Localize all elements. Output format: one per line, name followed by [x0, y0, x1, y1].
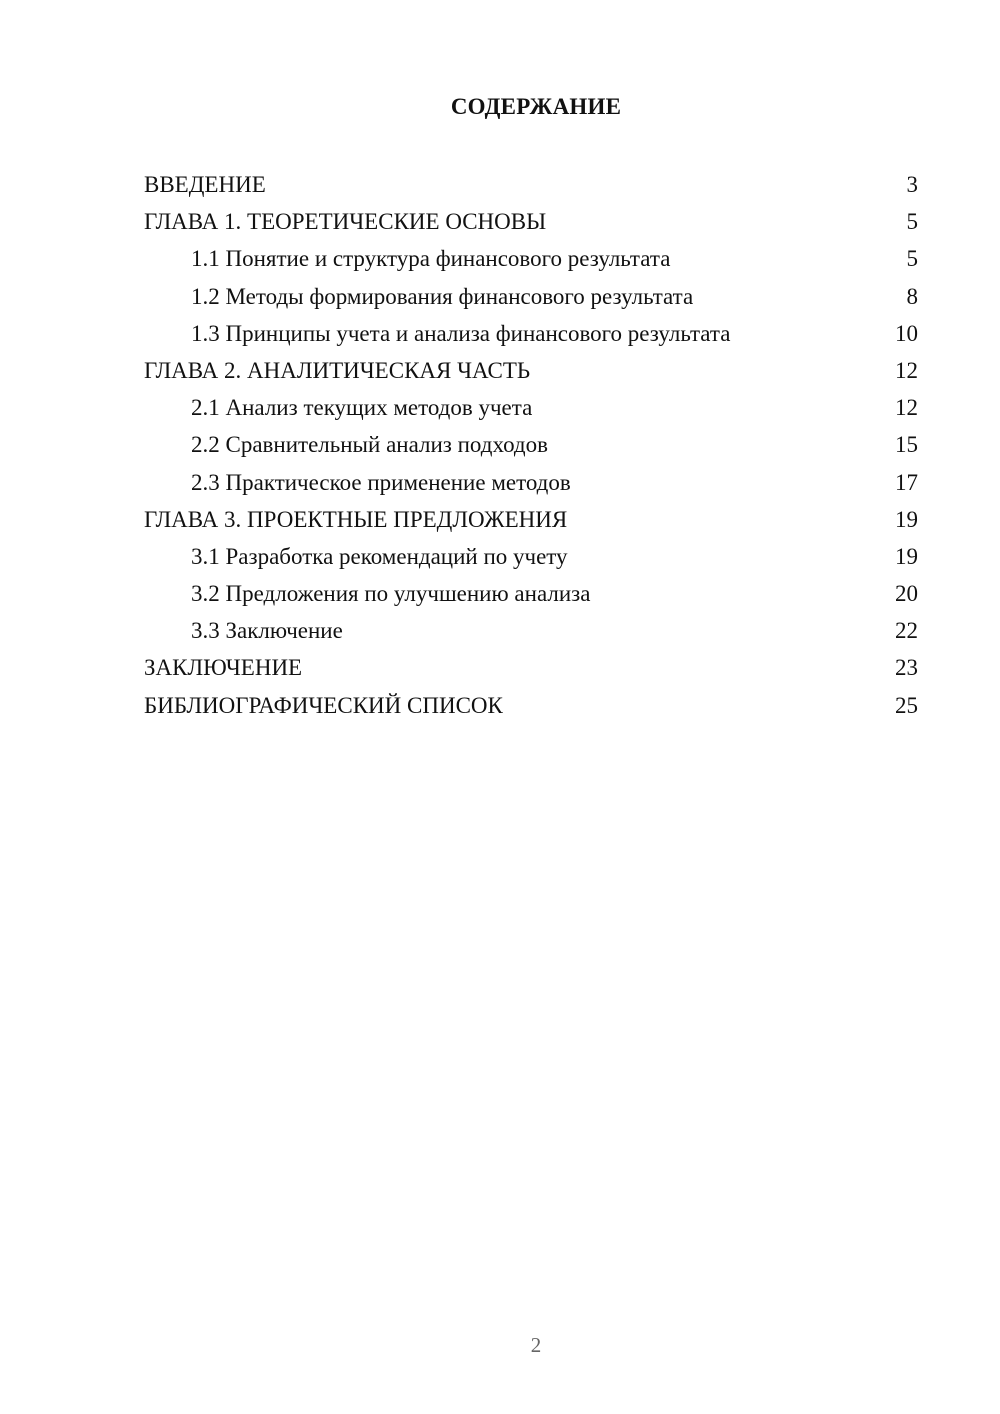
toc-entry-label: 2.1 Анализ текущих методов учета [191, 395, 533, 421]
toc-entry-label: ГЛАВА 2. АНАЛИТИЧЕСКАЯ ЧАСТЬ [144, 357, 531, 383]
toc-entry-label: 2.2 Сравнительный анализ подходов [191, 432, 548, 458]
toc-entry-label: 1.2 Методы формирования финансового результата [191, 283, 694, 309]
toc-entry-label: ЗАКЛЮЧЕНИЕ [144, 655, 303, 681]
toc-entry-page: 8 [906, 283, 918, 309]
toc-entry-page: 19 [895, 543, 918, 569]
toc-entry-chapter-1[interactable] [144, 203, 918, 240]
toc-entry-page: 3 [906, 172, 918, 197]
toc-entry-section-2-1[interactable] [144, 389, 918, 426]
toc-entry-page: 5 [906, 209, 918, 235]
toc-entry-label: ГЛАВА 1. ТЕОРЕТИЧЕСКИЕ ОСНОВЫ [144, 209, 547, 235]
toc-entry-page: 23 [895, 655, 918, 681]
toc-entry-page: 5 [906, 246, 918, 272]
toc-entry-page: 25 [895, 692, 918, 718]
toc-entry-bibliography[interactable] [144, 687, 918, 724]
toc-entry-label: 1.3 Принципы учета и анализа финансового результата [191, 320, 731, 346]
toc-entry-page: 22 [895, 618, 918, 644]
toc-entry-label: 1.1 Понятие и структура финансового результата [191, 246, 671, 272]
toc-entry-section-1-1[interactable] [144, 240, 918, 277]
toc-entry-section-3-2[interactable] [144, 575, 918, 612]
toc-entry-chapter-2[interactable] [144, 352, 918, 389]
toc-entry-page: 19 [895, 506, 918, 532]
page-title: СОДЕРЖАНИЕ [450, 94, 622, 119]
toc-entry-label: 3.3 Заключение [191, 618, 343, 644]
toc-entry-page: 10 [895, 320, 918, 346]
toc-entry-page: 12 [895, 357, 918, 383]
toc-entry-section-3-1[interactable] [144, 538, 918, 575]
toc-entry-introduction[interactable] [144, 166, 918, 203]
toc-entry-label: БИБЛИОГРАФИЧЕСКИЙ СПИСОК [144, 692, 503, 718]
toc-entry-section-1-2[interactable] [144, 278, 918, 315]
toc-entry-section-3-3[interactable] [144, 612, 918, 649]
toc-entry-page: 20 [895, 581, 918, 607]
toc-entry-label: 3.2 Предложения по улучшению анализа [191, 581, 591, 607]
toc-entry-section-1-3[interactable] [144, 315, 918, 352]
toc-entry-section-2-2[interactable] [144, 426, 918, 463]
toc-entry-page: 12 [895, 395, 918, 421]
toc-entry-label: ГЛАВА 3. ПРОЕКТНЫЕ ПРЕДЛОЖЕНИЯ [144, 506, 568, 532]
toc-entry-page: 17 [895, 469, 918, 495]
toc-entry-conclusion[interactable] [144, 649, 918, 686]
toc-entry-label: ВВЕДЕНИЕ [144, 172, 266, 197]
page-number: 2 [530, 1333, 542, 1357]
toc-entry-section-2-3[interactable] [144, 464, 918, 501]
toc-entry-label: 2.3 Практическое применение методов [191, 469, 571, 495]
toc-entry-page: 15 [895, 432, 918, 458]
toc-entry-label: 3.1 Разработка рекомендаций по учету [191, 543, 568, 569]
toc-entry-chapter-3[interactable] [144, 501, 918, 538]
table-of-contents [144, 166, 918, 724]
